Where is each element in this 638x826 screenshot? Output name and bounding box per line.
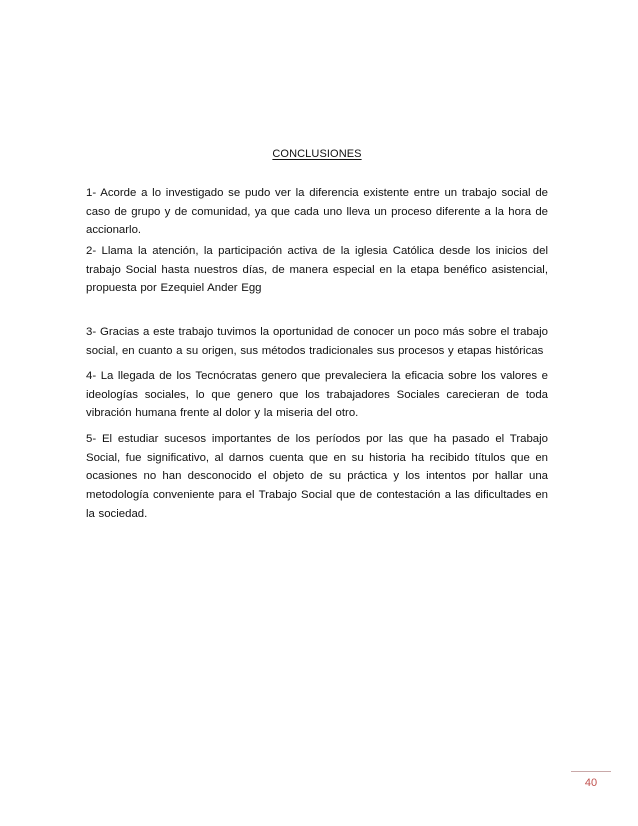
footer-divider	[571, 771, 611, 772]
conclusion-paragraph-3: 3- Gracias a este trabajo tuvimos la oportunidad de conocer un poco más sobre el trabajo social, en cuanto a su origen, sus métodos tradicionales sus procesos y etapas históricas	[86, 326, 548, 357]
page-title: CONCLUSIONES	[272, 148, 362, 160]
conclusion-paragraph-2: 2- Llama la atención, la participación activa de la iglesia Católica desde los inicios del trabajo Social hasta nuestros días, de manera especial en la etapa benéfico asistencial, propuesta por Ezequiel Ander Egg	[86, 245, 548, 295]
conclusion-paragraph-4: 4- La llegada de los Tecnócratas genero que prevaleciera la eficacia sobre los valores e ideologías sociales, lo que genero que los trabajadores Sociales carecieran de toda vibración humana frente al dolor y la miseria del otro.	[86, 370, 548, 420]
conclusion-paragraph-1: 1- Acorde a lo investigado se pudo ver la diferencia existente entre un trabajo social de caso de grupo y de comunidad, ya que cada uno lleva un proceso diferente a la hora de accionarlo.	[86, 187, 548, 237]
page-number: 40	[584, 777, 598, 789]
conclusion-paragraph-5: 5- El estudiar sucesos importantes de los períodos por las que ha pasado el Trabajo Social, fue significativo, al darnos cuenta que en su historia ha recibido títulos que en ocasiones no han desconocido el objeto de su práctica y los intentos por hallar una metodología conveniente para el Trabajo Social que de contestación a las dificultades en la sociedad.	[86, 433, 548, 520]
